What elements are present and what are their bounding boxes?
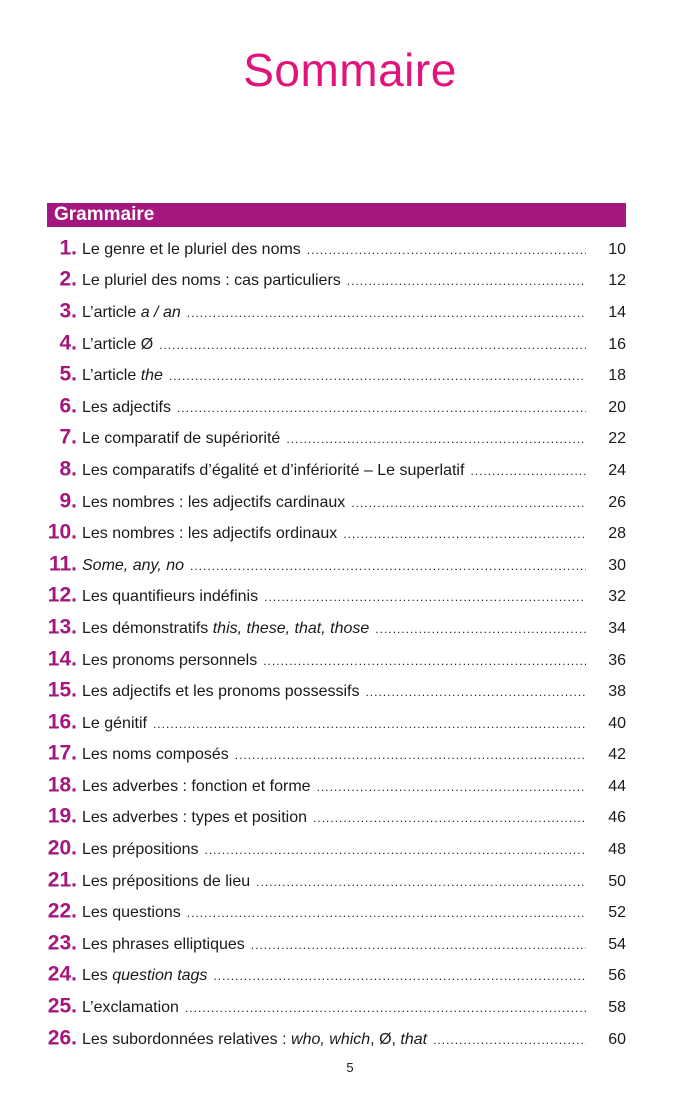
entry-number: 13. — [47, 615, 77, 639]
entry-number: 24. — [47, 962, 77, 986]
dot-leader — [185, 1001, 586, 1015]
entry-number: 17. — [47, 741, 77, 765]
entry-number: 6. — [59, 394, 77, 418]
entry-page: 34 — [608, 619, 626, 637]
toc-entry[interactable] — [0, 1023, 700, 1055]
dot-leader — [317, 780, 586, 794]
entry-title — [82, 272, 586, 290]
entry-page: 22 — [608, 430, 626, 448]
entry-title-part: L’article Ø — [82, 335, 154, 353]
toc-entry[interactable] — [0, 454, 700, 486]
entry-title — [82, 809, 586, 827]
toc-entry[interactable] — [0, 233, 700, 265]
entry-title-part: Les adverbes : fonction et forme — [82, 777, 311, 795]
entry-title-part: Les — [82, 967, 113, 985]
entry-number: 9. — [59, 489, 77, 513]
entry-title — [82, 1031, 586, 1049]
entry-title-part: Le genre et le pluriel des noms — [82, 240, 301, 258]
entry-title-part: a / an — [140, 303, 181, 321]
toc-entry[interactable] — [0, 296, 700, 328]
entry-number: 19. — [47, 805, 77, 829]
dot-leader — [213, 969, 586, 983]
entry-number: 8. — [59, 457, 77, 481]
toc-entry[interactable] — [0, 739, 700, 771]
entry-page: 36 — [608, 651, 626, 669]
entry-page: 48 — [608, 840, 626, 858]
entry-number: 10. — [47, 520, 77, 544]
dot-leader — [433, 1033, 586, 1047]
entry-page: 58 — [608, 998, 626, 1016]
dot-leader — [177, 401, 586, 415]
entry-number: 18. — [47, 773, 77, 797]
toc-entry[interactable] — [0, 802, 700, 834]
entry-page: 18 — [608, 367, 626, 385]
entry-page: 60 — [608, 1030, 626, 1048]
entry-title-part: Les questions — [82, 904, 181, 922]
entry-title-part: the — [140, 367, 163, 385]
dot-leader — [470, 464, 586, 478]
entry-number: 20. — [47, 836, 77, 860]
entry-title — [82, 873, 586, 891]
entry-page: 12 — [608, 272, 626, 290]
entry-title-part: Les prépositions — [82, 840, 199, 858]
toc-entry[interactable] — [0, 833, 700, 865]
dot-leader — [187, 306, 586, 320]
toc-entry[interactable] — [0, 359, 700, 391]
entry-page: 46 — [608, 809, 626, 827]
toc-entry[interactable] — [0, 265, 700, 297]
entry-title-part: Le pluriel des noms : cas particuliers — [82, 272, 341, 290]
entry-title — [82, 335, 586, 353]
entry-title-part: Les comparatifs d’égalité et d’infériorité – Le superlatif — [82, 461, 465, 479]
entry-title — [82, 525, 586, 543]
entry-page: 28 — [608, 525, 626, 543]
entry-page: 30 — [608, 556, 626, 574]
entry-title-part: question tags — [112, 967, 208, 985]
toc-entry[interactable] — [0, 644, 700, 676]
dot-leader — [343, 527, 586, 541]
toc-entry[interactable] — [0, 960, 700, 992]
entry-title-part: Les prépositions de lieu — [82, 872, 251, 890]
entry-page: 52 — [608, 904, 626, 922]
toc-entry[interactable] — [0, 391, 700, 423]
dot-leader — [365, 685, 586, 699]
toc-entry[interactable] — [0, 549, 700, 581]
entry-page: 54 — [608, 935, 626, 953]
entry-page: 10 — [608, 240, 626, 258]
entry-number: 26. — [47, 1026, 77, 1050]
entry-number: 21. — [47, 868, 77, 892]
entry-page: 20 — [608, 398, 626, 416]
entry-page: 40 — [608, 714, 626, 732]
entry-title-part: Les démonstratifs — [82, 619, 213, 637]
dot-leader — [263, 653, 586, 667]
entry-title — [82, 683, 586, 701]
entry-title-part: Les adjectifs — [82, 398, 171, 416]
entry-page: 26 — [608, 493, 626, 511]
dot-leader — [251, 938, 586, 952]
dot-leader — [347, 274, 586, 288]
dot-leader — [264, 590, 586, 604]
entry-title — [82, 367, 586, 385]
entry-title-part: Le génitif — [82, 714, 147, 732]
dot-leader — [286, 432, 586, 446]
entry-number: 1. — [59, 236, 77, 260]
entry-page: 42 — [608, 746, 626, 764]
entry-title-part: Some, any, no — [82, 556, 184, 574]
entry-title-part: that — [400, 1030, 428, 1048]
entry-title-part: this, these, that, those — [212, 619, 370, 637]
entry-page: 38 — [608, 683, 626, 701]
entry-title-part: Les subordonnées relatives : — [82, 1030, 292, 1048]
dot-leader — [307, 243, 586, 257]
dot-leader — [313, 811, 586, 825]
entry-title-part: Les pronoms personnels — [82, 651, 258, 669]
entry-number: 5. — [59, 362, 77, 386]
entry-title-part: , Ø, — [370, 1030, 401, 1048]
table-of-contents — [0, 233, 700, 1054]
toc-entry[interactable] — [0, 517, 700, 549]
toc-entry[interactable] — [0, 675, 700, 707]
toc-entry[interactable] — [0, 991, 700, 1023]
toc-entry[interactable] — [0, 896, 700, 928]
entry-title — [82, 588, 586, 606]
entry-title — [82, 746, 586, 764]
entry-number: 15. — [47, 678, 77, 702]
entry-page: 14 — [608, 303, 626, 321]
dot-leader — [256, 875, 586, 889]
entry-title-part: Les quantifieurs indéfinis — [82, 588, 259, 606]
dot-leader — [153, 717, 586, 731]
toc-entry[interactable] — [0, 581, 700, 613]
dot-leader — [235, 748, 586, 762]
page-number: 5 — [346, 1060, 354, 1075]
entry-title — [82, 557, 586, 575]
entry-title — [82, 715, 586, 733]
entry-page: 44 — [608, 777, 626, 795]
entry-title — [82, 399, 586, 417]
entry-title — [82, 462, 586, 480]
entry-page: 16 — [608, 335, 626, 353]
entry-number: 16. — [47, 710, 77, 734]
entry-number: 7. — [59, 425, 77, 449]
entry-page: 24 — [608, 461, 626, 479]
toc-entry[interactable] — [0, 328, 700, 360]
entry-number: 14. — [47, 647, 77, 671]
toc-entry[interactable] — [0, 486, 700, 518]
dot-leader — [159, 337, 586, 351]
entry-number: 12. — [47, 583, 77, 607]
dot-leader — [187, 906, 586, 920]
entry-title-part: L’article — [82, 367, 141, 385]
entry-number: 11. — [48, 552, 77, 576]
entry-title-part: Les adverbes : types et position — [82, 809, 308, 827]
entry-number: 22. — [47, 899, 77, 923]
entry-title-part: Les phrases elliptiques — [82, 935, 245, 953]
entry-title — [82, 304, 586, 322]
entry-title — [82, 430, 586, 448]
entry-title-part: Le comparatif de supériorité — [82, 430, 281, 448]
entry-title — [82, 936, 586, 954]
toc-entry[interactable] — [0, 865, 700, 897]
entry-title — [82, 651, 586, 669]
entry-page: 56 — [608, 967, 626, 985]
dot-leader — [190, 559, 586, 573]
entry-title-part: Les nombres : les adjectifs cardinaux — [82, 493, 346, 511]
toc-entry[interactable] — [0, 928, 700, 960]
section-header-grammaire: Grammaire — [47, 203, 626, 227]
entry-page: 50 — [608, 872, 626, 890]
entry-title — [82, 904, 586, 922]
toc-entry[interactable] — [0, 770, 700, 802]
entry-title — [82, 967, 586, 985]
entry-title — [82, 778, 586, 796]
entry-title — [82, 241, 586, 259]
entry-title-part: L’article — [82, 303, 141, 321]
dot-leader — [205, 843, 586, 857]
entry-title-part: L’exclamation — [82, 998, 179, 1016]
dot-leader — [169, 369, 586, 383]
entry-title-part: who, which — [291, 1030, 371, 1048]
entry-title — [82, 999, 586, 1017]
entry-title — [82, 841, 586, 859]
dot-leader — [351, 495, 586, 509]
entry-page: 32 — [608, 588, 626, 606]
entry-title — [82, 620, 586, 638]
entry-title-part: Les noms composés — [82, 746, 229, 764]
entry-title — [82, 493, 586, 511]
toc-entry[interactable] — [0, 423, 700, 455]
page-title: Sommaire — [243, 44, 457, 96]
entry-number: 25. — [47, 994, 77, 1018]
entry-number: 2. — [59, 267, 77, 291]
entry-number: 23. — [47, 931, 77, 955]
entry-title-part: Les adjectifs et les pronoms possessifs — [82, 683, 360, 701]
entry-number: 3. — [59, 299, 77, 323]
entry-number: 4. — [59, 331, 77, 355]
toc-entry[interactable] — [0, 612, 700, 644]
dot-leader — [375, 622, 586, 636]
toc-entry[interactable] — [0, 707, 700, 739]
entry-title-part: Les nombres : les adjectifs ordinaux — [82, 525, 338, 543]
